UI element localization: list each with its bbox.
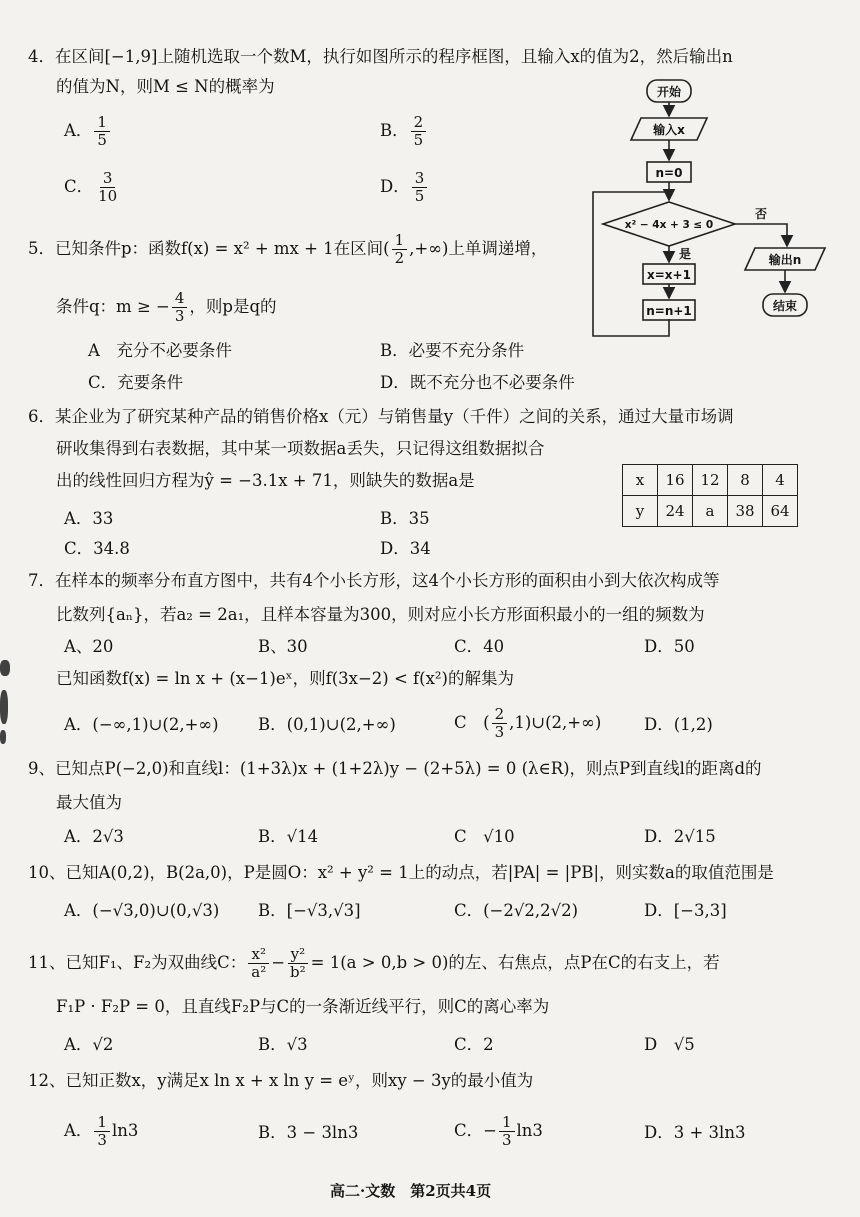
flowchart [585, 74, 845, 354]
table-row [623, 465, 798, 496]
q11-stem-line1: 11、已知F₁、F₂为双曲线C： $\frac{\text{x²}}{\text{a²}}$ − $\frac{\text{y²}}{\text{b²}}$ = 1(a > 0,b > 0)的左、右焦点，点P在C的右支上，若 [28, 945, 720, 981]
q5-option-d: D．既不充分也不必要条件 [380, 373, 575, 392]
q5-stem-line1: 5．已知条件p：函数f(x) = x² + mx + 1在区间( $\frac{1}{2}$ ,+∞)上单调递增， [28, 231, 548, 267]
q7-option-b: B、30 [258, 637, 308, 656]
q7-option-a: A、20 [64, 637, 114, 656]
flowchart-no-label: 否 [755, 207, 768, 221]
q4-option-a: A． $\frac{1}{5}$ [64, 114, 112, 149]
q10-option-c: C．(−2√2,2√2) [454, 901, 579, 920]
scan-artifact [0, 730, 6, 744]
table-cell: 64 [763, 496, 798, 527]
q6-stem-line1: 6．某企业为了研究某种产品的销售价格x（元）与销售量y（千件）之间的关系，通过大量市场调 [28, 407, 734, 426]
q11-option-b: B．√3 [258, 1035, 308, 1054]
q7-stem-line2: 比数列{aₙ}，若a₂ = 2a₁，且样本容量为300，则对应小长方形面积最小的一组的频数为 [56, 605, 705, 624]
q9-stem-line2: 最大值为 [56, 793, 122, 812]
q4-stem-line2: 的值为N，则M ≤ N的概率为 [56, 77, 275, 96]
q11-option-a: A．√2 [64, 1035, 114, 1054]
q12-option-d: D．3 + 3ln3 [644, 1123, 746, 1142]
q6-stem-line3: 出的线性回归方程为ŷ = −3.1x + 71，则缺失的数据a是 [56, 471, 475, 490]
q12-stem-line1: 12、已知正数x，y满足x ln x + x ln y = eʸ，则xy − 3y的最小值为 [28, 1071, 534, 1090]
q11-stem-line2: F₁P · F₂P = 0，且直线F₂P与C的一条渐近线平行，则C的离心率为 [56, 997, 550, 1016]
q9-stem-line1: 9、已知点P(−2,0)和直线l：(1+3λ)x + (1+2λ)y − (2+5λ) = 0 (λ∈R)，则点P到直线l的距离d的 [28, 759, 762, 778]
table-cell: y [623, 496, 658, 527]
table-cell: 38 [728, 496, 763, 527]
table-cell: 16 [658, 465, 693, 496]
flowchart-end-label: 结束 [772, 299, 798, 313]
q7-stem-line1: 7．在样本的频率分布直方图中，共有4个小长方形，这4个小长方形的面积由小到大依次构成等 [28, 571, 720, 590]
table-cell: a [693, 496, 728, 527]
q8-option-a: A．(−∞,1)∪(2,+∞) [64, 715, 219, 734]
flowchart-step-x-label: x=x+1 [647, 268, 691, 282]
table-cell: 8 [728, 465, 763, 496]
q6-data-table [622, 464, 798, 527]
q9-option-a: A．2√3 [64, 827, 124, 846]
q4-option-c: C． $\frac{3}{10}$ [64, 169, 118, 205]
q9-option-d: D．2√15 [644, 827, 716, 846]
q6-option-c: C．34.8 [64, 539, 130, 558]
q5-option-c: C．充要条件 [88, 373, 184, 392]
q5-option-a: A 充分不必要条件 [88, 341, 232, 360]
q4-option-b: B． $\frac{2}{5}$ [380, 114, 428, 149]
flowchart-init-label: n=0 [655, 166, 683, 180]
table-row [623, 496, 798, 527]
q6-option-b: B．35 [380, 509, 430, 528]
q8-option-c: C ( $\frac{2}{3}$ ,1)∪(2,+∞) [454, 705, 602, 741]
q10-stem-line1: 10、已知A(0,2)，B(2a,0)，P是圆O：x² + y² = 1上的动点，若|PA| = |PB|，则实数a的取值范围是 [28, 863, 774, 882]
q9-option-b: B．√14 [258, 827, 319, 846]
page-footer: 高二·文数 第2页共4页 [330, 1182, 492, 1200]
q10-option-a: A．(−√3,0)∪(0,√3) [64, 901, 220, 920]
q11-option-c: C．2 [454, 1035, 494, 1054]
flowchart-yes-label: 是 [679, 247, 692, 261]
q11-option-d: D √5 [644, 1035, 695, 1054]
table-cell: 12 [693, 465, 728, 496]
q7-option-d: D．50 [644, 637, 695, 656]
scan-artifact [0, 690, 8, 724]
q4-option-d: D． $\frac{3}{5}$ [380, 170, 429, 205]
q5-option-b: B．必要不充分条件 [380, 341, 525, 360]
q6-option-a: A．33 [64, 509, 114, 528]
q6-stem-line2: 研收集得到右表数据，其中某一项数据a丢失，只记得这组数据拟合 [56, 439, 545, 458]
q9-option-c: C √10 [454, 827, 515, 846]
q6-option-d: D．34 [380, 539, 431, 558]
q7-option-c: C．40 [454, 637, 505, 656]
q12-option-b: B．3 − 3ln3 [258, 1123, 359, 1142]
q8-stem-line1: 已知函数f(x) = ln x + (x−1)eˣ，则f(3x−2) < f(x²)的解集为 [56, 669, 514, 688]
q12-option-a: A． $\frac{1}{3}$ ln3 [64, 1113, 139, 1149]
q12-option-c: C．− $\frac{1}{3}$ ln3 [454, 1113, 543, 1149]
table-cell: 24 [658, 496, 693, 527]
flowchart-output-label: 输出n [768, 253, 802, 267]
flowchart-input-label: 输入x [653, 123, 685, 137]
scan-artifact [0, 660, 10, 676]
q8-option-b: B．(0,1)∪(2,+∞) [258, 715, 396, 734]
q10-option-b: B．[−√3,√3] [258, 901, 361, 920]
table-cell: 4 [763, 465, 798, 496]
q4-stem-line1: 4．在区间[−1,9]上随机选取一个数M，执行如图所示的程序框图，且输入x的值为2，然后输出n [28, 47, 733, 66]
q8-option-d: D．(1,2) [644, 715, 713, 734]
flowchart-start-label: 开始 [656, 85, 682, 99]
flowchart-step-n-label: n=n+1 [646, 304, 692, 318]
q10-option-d: D．[−3,3] [644, 901, 727, 920]
flowchart-condition-label: x² − 4x + 3 ≤ 0 [624, 219, 714, 231]
table-cell: x [623, 465, 658, 496]
q5-stem-line2: 条件q：m ≥ − $\frac{4}{3}$ ，则p是q的 [56, 289, 277, 325]
